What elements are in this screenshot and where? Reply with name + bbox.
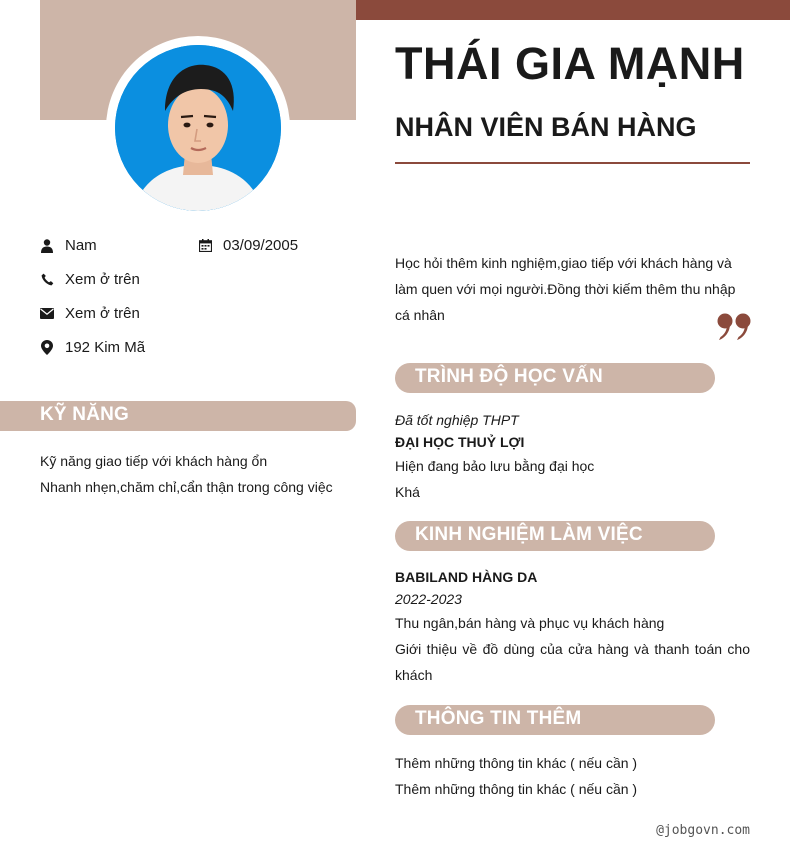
education-school: ĐẠI HỌC THUỶ LỢI (395, 434, 525, 450)
phone-icon (40, 273, 54, 287)
education-header-band (395, 363, 715, 393)
birthday-value: 03/09/2005 (223, 237, 299, 254)
phone-row (40, 271, 140, 288)
calendar-icon (198, 239, 212, 253)
extra-title: THÔNG TIN THÊM (415, 708, 582, 729)
email-row (40, 305, 140, 322)
map-pin-icon (40, 341, 54, 355)
skills-list (40, 448, 333, 500)
address-value: 192 Kim Mã (65, 339, 146, 356)
experience-company: BABILAND HÀNG DA (395, 569, 538, 585)
gender-value: Nam (65, 237, 97, 254)
education-status: Đã tốt nghiệp THPT (395, 412, 519, 428)
title-divider (395, 162, 750, 164)
envelope-icon (40, 307, 54, 321)
education-section (395, 409, 750, 505)
education-detail: Hiện đang bảo lưu bằng đại học (395, 458, 595, 474)
experience-period: 2022-2023 (395, 591, 462, 607)
career-objective: Học hỏi thêm kinh nghiệm,giao tiếp với khách hàng và làm quen với mọi người.Đồng thời kiếm thêm thu nhập cá nhân (395, 255, 736, 323)
skill-item: Nhanh nhẹn,chăm chỉ,cẩn thận trong công việc (40, 479, 333, 495)
experience-header-band (395, 521, 715, 551)
header-accent-bar (356, 0, 790, 20)
footer-brand: @jobgovn.com (656, 823, 750, 838)
education-grade: Khá (395, 484, 420, 500)
job-title: NHÂN VIÊN BÁN HÀNG (395, 112, 697, 142)
birthday-row (198, 237, 298, 254)
address-row (40, 339, 145, 356)
experience-section (395, 566, 750, 688)
education-title: TRÌNH ĐỘ HỌC VẤN (415, 366, 603, 387)
experience-title: KINH NGHIỆM LÀM VIỆC (415, 524, 643, 545)
person-icon (40, 239, 54, 253)
candidate-name: THÁI GIA MẠNH (395, 38, 745, 89)
extra-section (395, 750, 750, 802)
phone-value: Xem ở trên (65, 271, 140, 288)
quote-icon (716, 312, 752, 342)
extra-item: Thêm những thông tin khác ( nếu cần ) (395, 781, 638, 797)
email-value: Xem ở trên (65, 305, 140, 322)
experience-duty: Giới thiệu về đồ dùng của cửa hàng và thanh toán cho khách (395, 641, 750, 683)
experience-duty: Thu ngân,bán hàng và phục vụ khách hàng (395, 615, 665, 631)
extra-item: Thêm những thông tin khác ( nếu cần ) (395, 755, 638, 771)
skill-item: Kỹ năng giao tiếp với khách hàng ổn (40, 453, 268, 469)
extra-header-band (395, 705, 715, 735)
skills-title: KỸ NĂNG (40, 404, 130, 425)
avatar (115, 45, 281, 211)
gender-row (40, 237, 97, 254)
skills-header-band (0, 401, 356, 431)
avatar-frame (106, 36, 290, 220)
person-portrait-icon (115, 45, 281, 211)
